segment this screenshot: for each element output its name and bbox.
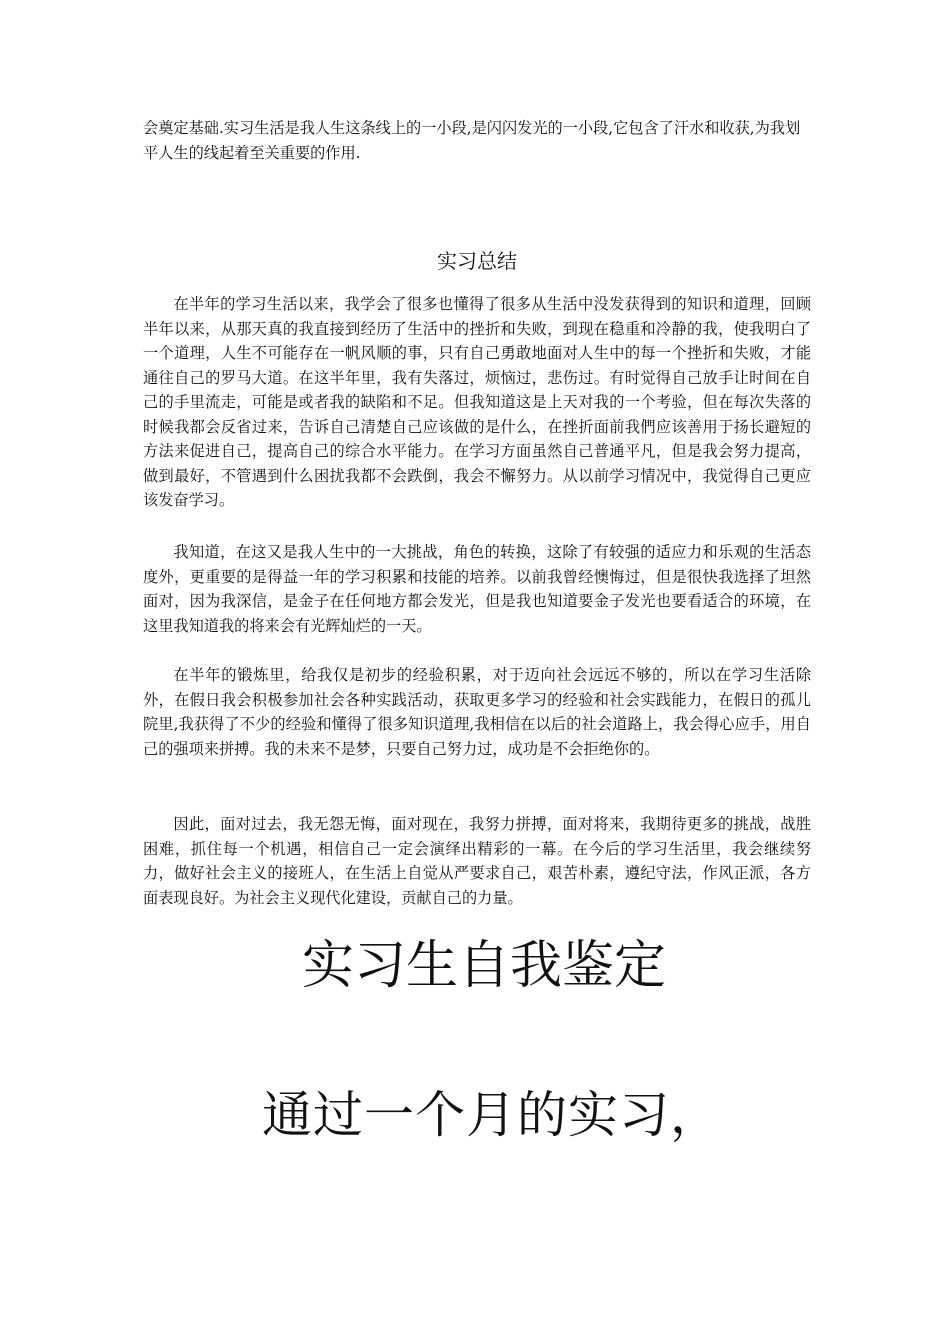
body-paragraph-3: 在半年的锻炼里，给我仅是初步的经验积累，对于迈向社会远远不够的，所以在学习生活除外，在假日我会积极参加社会各种实践活动，获取更多学习的经验和社会实践能力，在假日的孤儿院里,我获得了不少的经验和懂得了很多知识道理,我相信在以后的社会道路上，我会得心应手，用自己的强项来拼搏。我的未来不是梦，只要自己努力过，成功是不会拒绝你的。: [143, 666, 811, 758]
large-title: 实习生自我鉴定: [301, 936, 666, 996]
body-paragraph-4: 因此，面对过去，我无怨无悔，面对现在，我努力拼搏，面对将来，我期待更多的挑战，战胜困难，抓住每一个机遇，相信自己一定会演绎出精彩的一幕。在今后的学习生活里，我会继续努力，做好社会主义的接班人，在生活上自觉从严要求自己，艰苦朴素，遵纪守法，作风正派，各方面表现良好。为社会主义现代化建设，贡献自己的力量。: [143, 815, 811, 907]
intro-paragraph: 会奠定基础.实习生活是我人生这条线上的一小段,是闪闪发光的一小段,它包含了汗水和收获,为我划平人生的线起着至关重要的作用.: [143, 119, 801, 162]
section-title: 实习总结: [437, 249, 517, 273]
large-opening-line: 通过一个月的实习，: [262, 1086, 721, 1144]
body-paragraph-1: 在半年的学习生活以来，我学会了很多也懂得了很多从生活中没发获得到的知识和道理，回顾半年以来，从那天真的我直接到经历了生活中的挫折和失败，到现在稳重和冷静的我，使我明白了一个道理，人生不可能存在一帆风顺的事，只有自己勇敢地面对人生中的每一个挫折和失败，才能通往自己的罗马大道。在这半年里，我有失落过，烦恼过，悲伤过。有时觉得自己放手让时间在自己的手里流走，可能是或者我的缺陷和不足。但我知道这是上天对我的一个考验，但在每次失落的时候我都会反省过来，告诉自己清楚自己应该做的是什么，在挫折面前我們应该善用于扬长避短的方法来促进自己，提高自己的综合水平能力。在学习方面虽然自己普通平凡，但是我会努力提高，做到最好，不管遇到什么困扰我都不会跌倒，我会不懈努力。从以前学习情况中，我觉得自己更应该发奋学习。: [143, 295, 811, 509]
body-paragraph-2: 我知道，在这又是我人生中的一大挑战，角色的转换，这除了有较强的适应力和乐观的生活态度外，更重要的是得益一年的学习积累和技能的培养。以前我曾经懊悔过，但是很快我选择了坦然面对，因为我深信，是金子在任何地方都会发光，但是我也知道要金子发光也要看适合的环境，在这里我知道我的将来会有光辉灿烂的一天。: [143, 543, 811, 635]
